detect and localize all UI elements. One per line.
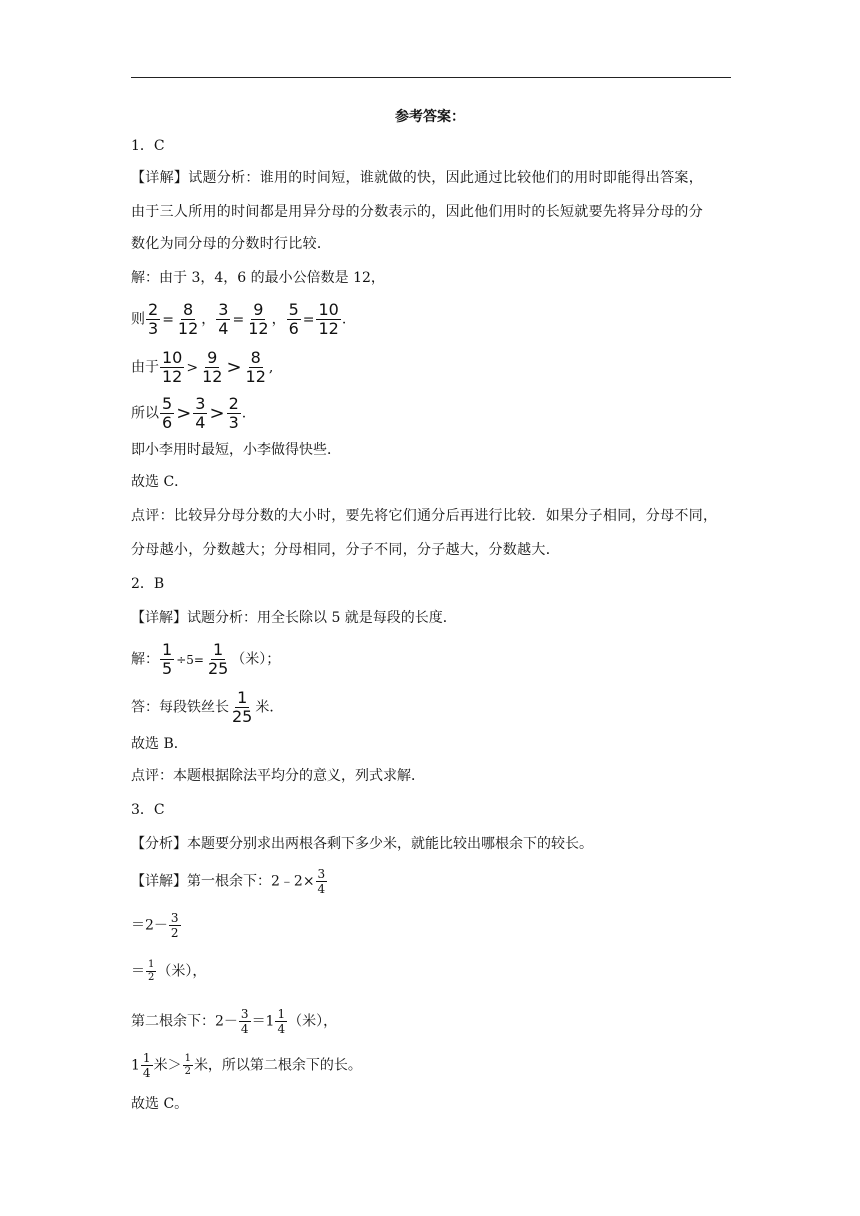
- numerator: 1: [237, 688, 248, 707]
- q1-detail-line3: 数化为同分母的分数时行比较．: [131, 236, 332, 252]
- denominator: 12: [248, 319, 269, 338]
- q3-number: 3．C: [131, 802, 165, 818]
- then-label: 则: [131, 311, 145, 328]
- numerator: 5: [288, 300, 299, 319]
- unit: 米．: [255, 699, 284, 716]
- denominator: 6: [288, 319, 299, 338]
- fraction: [141, 1052, 153, 1079]
- q1-detail-line1: 【详解】试题分析：谁用的时间短，谁就做的快，因此通过比较他们的用时即能得出答案，: [131, 170, 703, 186]
- period: .: [241, 405, 247, 422]
- numerator: 3: [218, 300, 229, 319]
- numerator: 8: [250, 348, 261, 367]
- numerator: 5: [162, 394, 173, 413]
- numerator: 1: [184, 1053, 191, 1064]
- denominator: 12: [162, 367, 183, 386]
- denominator: 4: [142, 1066, 151, 1080]
- fraction: [160, 350, 184, 385]
- denominator: 5: [162, 659, 173, 678]
- greater-than: >: [186, 359, 199, 376]
- second-label: 第二根余下：2－: [131, 1013, 238, 1030]
- q1-conclusion: 即小李用时最短，小李做得快些．: [131, 442, 341, 458]
- greater-than: >: [226, 356, 242, 378]
- denominator: 4: [195, 413, 206, 432]
- denominator: 4: [218, 319, 229, 338]
- denominator: 4: [240, 1022, 249, 1036]
- solution-label: 解：: [131, 651, 159, 668]
- numerator: 1: [148, 959, 155, 970]
- denominator: 4: [317, 882, 326, 896]
- numerator: 8: [183, 300, 194, 319]
- so-label: 所以: [131, 405, 159, 422]
- q1-solution: 解：由于 3，4，6 的最小公倍数是 12，: [131, 270, 385, 286]
- q2-choice: 故选 B．: [131, 736, 188, 752]
- fraction: [244, 350, 268, 385]
- denominator: 12: [177, 319, 199, 338]
- compare-mid: 米＞: [153, 1057, 182, 1074]
- numerator: 9: [207, 348, 218, 367]
- fraction: [246, 302, 270, 337]
- denominator: 2: [170, 926, 179, 940]
- fraction: [160, 396, 174, 431]
- header-rule: [131, 77, 731, 78]
- denominator: 25: [232, 707, 253, 726]
- fraction: [146, 302, 160, 337]
- fraction: [230, 690, 254, 725]
- fraction: [146, 960, 156, 983]
- numerator: 10: [162, 348, 183, 367]
- denominator: 3: [228, 413, 239, 432]
- numerator: 2: [228, 394, 239, 413]
- numerator: 1: [142, 1051, 151, 1065]
- denominator: 12: [245, 367, 266, 386]
- q2-comment: 点评：本题根据除法平均分的意义，列式求解．: [131, 768, 425, 784]
- equals: =: [162, 311, 174, 328]
- numerator: 1: [213, 640, 224, 659]
- denominator: 12: [318, 319, 339, 338]
- fraction: [169, 912, 181, 939]
- q3-detail-row: [131, 868, 328, 895]
- greater-than: >: [176, 402, 192, 424]
- q2-answer-row: [131, 690, 283, 725]
- denominator: 12: [202, 367, 223, 386]
- numerator: 3: [317, 867, 326, 881]
- q1-then-row: [131, 302, 346, 337]
- numerator: 1: [162, 640, 173, 659]
- step-label: ＝2－: [131, 917, 168, 934]
- numerator: 3: [170, 911, 179, 925]
- denominator: 4: [277, 1022, 286, 1036]
- fraction: [275, 1008, 287, 1035]
- period: .: [341, 311, 347, 328]
- denominator: 2: [148, 972, 155, 983]
- numerator: 3: [195, 394, 206, 413]
- equals: =: [302, 311, 315, 328]
- detail-label: 【详解】第一根余下：2﹣2×: [131, 873, 315, 890]
- q2-number: 2．B: [131, 576, 165, 592]
- numerator: 10: [318, 300, 339, 319]
- q1-comment-line2: 分母越小，分数越大；分母相同，分子不同，分子越大，分数越大．: [131, 542, 560, 558]
- fraction: [193, 396, 207, 431]
- fraction: [316, 302, 340, 337]
- comma: ,: [268, 359, 274, 376]
- q3-step1-row: [131, 912, 182, 939]
- q3-step2-row: [131, 960, 206, 983]
- division-expression: ÷5=: [176, 652, 204, 667]
- q1-comment-line1: 点评：比较异分母分数的大小时，要先将它们通分后再进行比较．如果分子相同，分母不同，: [131, 508, 718, 524]
- q1-number: 1．C: [131, 138, 165, 154]
- page-title: 参考答案：: [395, 109, 465, 125]
- fraction: [216, 302, 230, 337]
- numerator: 1: [277, 1007, 286, 1021]
- q1-detail-line2: 由于三人所用的时间都是用异分母的分数表示的，因此他们用时的长短就要先将异分母的分: [131, 204, 703, 220]
- q2-solution-row: [131, 642, 280, 677]
- equals-mixed: ＝1: [251, 1013, 275, 1030]
- fraction: [183, 1054, 193, 1077]
- unit: （米），: [288, 1013, 338, 1030]
- compare-suffix: 米，所以第二根余下的长。: [193, 1057, 362, 1074]
- fraction: [239, 1008, 251, 1035]
- q1-so-row: [131, 396, 246, 431]
- q1-choice: 故选 C．: [131, 474, 189, 490]
- numerator: 9: [253, 300, 264, 319]
- q2-detail: 【详解】试题分析：用全长除以 5 就是每段的长度．: [131, 610, 457, 626]
- unit: （米）；: [231, 651, 281, 668]
- q3-compare-row: [131, 1052, 362, 1079]
- separator: ，: [271, 311, 286, 328]
- unit: （米），: [157, 963, 207, 980]
- denominator: 3: [148, 319, 159, 338]
- numerator: 2: [148, 300, 159, 319]
- q3-analysis: 【分析】本题要分别求出两根各剩下多少米，就能比较出哪根余下的较长。: [131, 836, 593, 852]
- numerator: 3: [240, 1007, 249, 1021]
- greater-than: >: [209, 402, 225, 424]
- fraction: [227, 396, 241, 431]
- fraction: [160, 642, 174, 677]
- q3-choice: 故选 C。: [131, 1096, 189, 1112]
- fraction: [176, 302, 200, 337]
- q3-second-row: [131, 1008, 337, 1035]
- equals: =: [232, 311, 245, 328]
- denominator: 25: [207, 659, 229, 678]
- fraction: [287, 302, 301, 337]
- since-label: 由于: [131, 359, 159, 376]
- q1-since-row: [131, 350, 273, 385]
- fraction: [200, 350, 224, 385]
- separator: ，: [201, 311, 216, 328]
- fraction: [206, 642, 230, 677]
- denominator: 2: [184, 1066, 191, 1077]
- denominator: 6: [162, 413, 173, 432]
- whole-part: 1: [131, 1057, 140, 1074]
- fraction: [316, 868, 328, 895]
- answer-label: 答：每段铁丝长: [131, 699, 229, 716]
- step-label: ＝: [131, 963, 145, 980]
